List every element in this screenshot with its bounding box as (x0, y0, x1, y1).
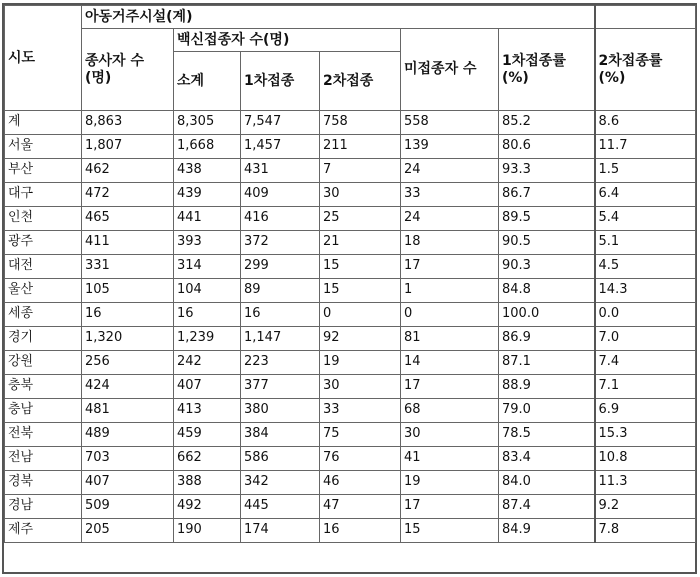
rate2-cell: 5.1 (595, 231, 696, 255)
table-row (5, 423, 696, 447)
dose1-cell: 431 (241, 159, 320, 183)
unvaccinated-cell: 68 (401, 399, 499, 423)
workers-cell: 407 (82, 471, 174, 495)
header-blank-cell (595, 6, 696, 29)
table-row (5, 135, 696, 159)
region-cell: 세종 (5, 303, 82, 327)
dose1-cell: 89 (241, 279, 320, 303)
dose2-cell: 25 (320, 207, 401, 231)
dose1-cell: 586 (241, 447, 320, 471)
table-row (5, 471, 696, 495)
rate1-cell: 85.2 (499, 111, 595, 135)
unvaccinated-cell: 18 (401, 231, 499, 255)
rate2-cell: 6.4 (595, 183, 696, 207)
rate2-cell: 7.4 (595, 351, 696, 375)
rate2-cell: 15.3 (595, 423, 696, 447)
table-row (5, 327, 696, 351)
table-row (5, 303, 696, 327)
workers-cell: 205 (82, 519, 174, 543)
rate2-cell: 10.8 (595, 447, 696, 471)
dose2-cell: 33 (320, 399, 401, 423)
region-cell: 경기 (5, 327, 82, 351)
dose2-cell: 21 (320, 231, 401, 255)
unvaccinated-cell: 17 (401, 495, 499, 519)
workers-cell: 481 (82, 399, 174, 423)
region-cell: 광주 (5, 231, 82, 255)
subtotal-cell: 413 (174, 399, 241, 423)
subtotal-cell: 441 (174, 207, 241, 231)
unvaccinated-cell: 24 (401, 207, 499, 231)
header-row-2 (5, 29, 696, 52)
region-cell: 충북 (5, 375, 82, 399)
unvaccinated-cell: 19 (401, 471, 499, 495)
subtotal-cell: 662 (174, 447, 241, 471)
subtotal-cell: 407 (174, 375, 241, 399)
dose1-cell: 409 (241, 183, 320, 207)
unvaccinated-cell: 0 (401, 303, 499, 327)
unvaccinated-cell: 41 (401, 447, 499, 471)
rate1-cell: 84.0 (499, 471, 595, 495)
rate1-cell: 89.5 (499, 207, 595, 231)
rate1-cell: 86.7 (499, 183, 595, 207)
dose1-cell: 377 (241, 375, 320, 399)
rate1-cell: 80.6 (499, 135, 595, 159)
region-cell: 대구 (5, 183, 82, 207)
rate2-cell: 6.9 (595, 399, 696, 423)
unvaccinated-cell: 14 (401, 351, 499, 375)
unvaccinated-cell: 24 (401, 159, 499, 183)
subtotal-cell: 1,668 (174, 135, 241, 159)
dose2-cell: 30 (320, 375, 401, 399)
header-row-1 (5, 6, 696, 29)
unvaccinated-cell: 1 (401, 279, 499, 303)
rate2-cell: 14.3 (595, 279, 696, 303)
table-row (5, 495, 696, 519)
rate2-cell: 11.7 (595, 135, 696, 159)
subtotal-cell: 8,305 (174, 111, 241, 135)
rate1-cell: 90.3 (499, 255, 595, 279)
rate2-cell: 7.0 (595, 327, 696, 351)
header-dose1: 1차접종 (241, 52, 320, 111)
region-cell: 대전 (5, 255, 82, 279)
rate1-cell: 87.4 (499, 495, 595, 519)
region-cell: 전남 (5, 447, 82, 471)
rate2-cell: 8.6 (595, 111, 696, 135)
dose1-cell: 7,547 (241, 111, 320, 135)
rate1-cell: 88.9 (499, 375, 595, 399)
rate1-cell: 86.9 (499, 327, 595, 351)
table-row (5, 231, 696, 255)
rate2-cell: 1.5 (595, 159, 696, 183)
dose2-cell: 46 (320, 471, 401, 495)
region-cell: 서울 (5, 135, 82, 159)
region-cell: 전북 (5, 423, 82, 447)
workers-cell: 703 (82, 447, 174, 471)
rate2-cell: 5.4 (595, 207, 696, 231)
region-cell: 강원 (5, 351, 82, 375)
header-subtotal: 소계 (174, 52, 241, 111)
dose2-cell: 211 (320, 135, 401, 159)
workers-cell: 465 (82, 207, 174, 231)
table-row (5, 255, 696, 279)
header-dose2: 2차접종 (320, 52, 401, 111)
workers-cell: 489 (82, 423, 174, 447)
dose1-cell: 416 (241, 207, 320, 231)
rate2-cell: 11.3 (595, 471, 696, 495)
subtotal-cell: 438 (174, 159, 241, 183)
subtotal-cell: 492 (174, 495, 241, 519)
unvaccinated-cell: 15 (401, 519, 499, 543)
rate2-cell: 9.2 (595, 495, 696, 519)
region-cell: 인천 (5, 207, 82, 231)
dose2-cell: 758 (320, 111, 401, 135)
unvaccinated-cell: 139 (401, 135, 499, 159)
dose1-cell: 380 (241, 399, 320, 423)
region-cell: 제주 (5, 519, 82, 543)
header-group: 아동거주시설(계) (82, 6, 595, 29)
workers-cell: 411 (82, 231, 174, 255)
region-cell: 계 (5, 111, 82, 135)
subtotal-cell: 242 (174, 351, 241, 375)
table-row (5, 375, 696, 399)
subtotal-cell: 459 (174, 423, 241, 447)
workers-cell: 462 (82, 159, 174, 183)
region-cell: 부산 (5, 159, 82, 183)
table-row (5, 399, 696, 423)
table-row (5, 183, 696, 207)
region-cell: 경남 (5, 495, 82, 519)
dose1-cell: 223 (241, 351, 320, 375)
table-row (5, 279, 696, 303)
header-vaccinated: 백신접종자 수(명) (174, 29, 401, 52)
workers-cell: 105 (82, 279, 174, 303)
dose1-cell: 1,147 (241, 327, 320, 351)
rate1-cell: 90.5 (499, 231, 595, 255)
rate2-cell: 7.8 (595, 519, 696, 543)
header-workers: 종사자 수 (명) (82, 29, 174, 111)
workers-cell: 509 (82, 495, 174, 519)
subtotal-cell: 16 (174, 303, 241, 327)
subtotal-cell: 314 (174, 255, 241, 279)
dose2-cell: 19 (320, 351, 401, 375)
dose2-cell: 75 (320, 423, 401, 447)
dose1-cell: 342 (241, 471, 320, 495)
region-cell: 경북 (5, 471, 82, 495)
rate1-cell: 87.1 (499, 351, 595, 375)
dose1-cell: 372 (241, 231, 320, 255)
dose2-cell: 92 (320, 327, 401, 351)
subtotal-cell: 393 (174, 231, 241, 255)
workers-cell: 1,320 (82, 327, 174, 351)
dose2-cell: 47 (320, 495, 401, 519)
dose1-cell: 174 (241, 519, 320, 543)
dose2-cell: 15 (320, 255, 401, 279)
unvaccinated-cell: 558 (401, 111, 499, 135)
workers-cell: 8,863 (82, 111, 174, 135)
rate2-cell: 4.5 (595, 255, 696, 279)
table-row (5, 447, 696, 471)
rate1-cell: 84.9 (499, 519, 595, 543)
table-frame (2, 3, 697, 574)
dose2-cell: 15 (320, 279, 401, 303)
unvaccinated-cell: 33 (401, 183, 499, 207)
table-row (5, 207, 696, 231)
unvaccinated-cell: 30 (401, 423, 499, 447)
dose1-cell: 1,457 (241, 135, 320, 159)
table-row (5, 519, 696, 543)
subtotal-cell: 439 (174, 183, 241, 207)
dose2-cell: 0 (320, 303, 401, 327)
rate1-cell: 100.0 (499, 303, 595, 327)
subtotal-cell: 190 (174, 519, 241, 543)
workers-cell: 331 (82, 255, 174, 279)
unvaccinated-cell: 81 (401, 327, 499, 351)
dose2-cell: 76 (320, 447, 401, 471)
dose2-cell: 16 (320, 519, 401, 543)
region-cell: 울산 (5, 279, 82, 303)
table-row (5, 159, 696, 183)
subtotal-cell: 104 (174, 279, 241, 303)
dose1-cell: 299 (241, 255, 320, 279)
region-cell: 충남 (5, 399, 82, 423)
workers-cell: 424 (82, 375, 174, 399)
table-row (5, 111, 696, 135)
header-unvaccinated: 미접종자 수 (401, 29, 499, 111)
subtotal-cell: 388 (174, 471, 241, 495)
rate2-cell: 7.1 (595, 375, 696, 399)
dose1-cell: 445 (241, 495, 320, 519)
header-rate2: 2차접종률 (%) (595, 29, 696, 111)
dose2-cell: 7 (320, 159, 401, 183)
workers-cell: 472 (82, 183, 174, 207)
table-row (5, 351, 696, 375)
rate1-cell: 83.4 (499, 447, 595, 471)
workers-cell: 256 (82, 351, 174, 375)
workers-cell: 16 (82, 303, 174, 327)
header-rate1: 1차접종률 (%) (499, 29, 595, 111)
subtotal-cell: 1,239 (174, 327, 241, 351)
rate1-cell: 84.8 (499, 279, 595, 303)
workers-cell: 1,807 (82, 135, 174, 159)
unvaccinated-cell: 17 (401, 375, 499, 399)
unvaccinated-cell: 17 (401, 255, 499, 279)
dose2-cell: 30 (320, 183, 401, 207)
vaccination-table (4, 5, 696, 543)
rate1-cell: 78.5 (499, 423, 595, 447)
dose1-cell: 16 (241, 303, 320, 327)
dose1-cell: 384 (241, 423, 320, 447)
rate1-cell: 79.0 (499, 399, 595, 423)
rate2-cell: 0.0 (595, 303, 696, 327)
rate1-cell: 93.3 (499, 159, 595, 183)
header-region: 시도 (5, 6, 82, 111)
